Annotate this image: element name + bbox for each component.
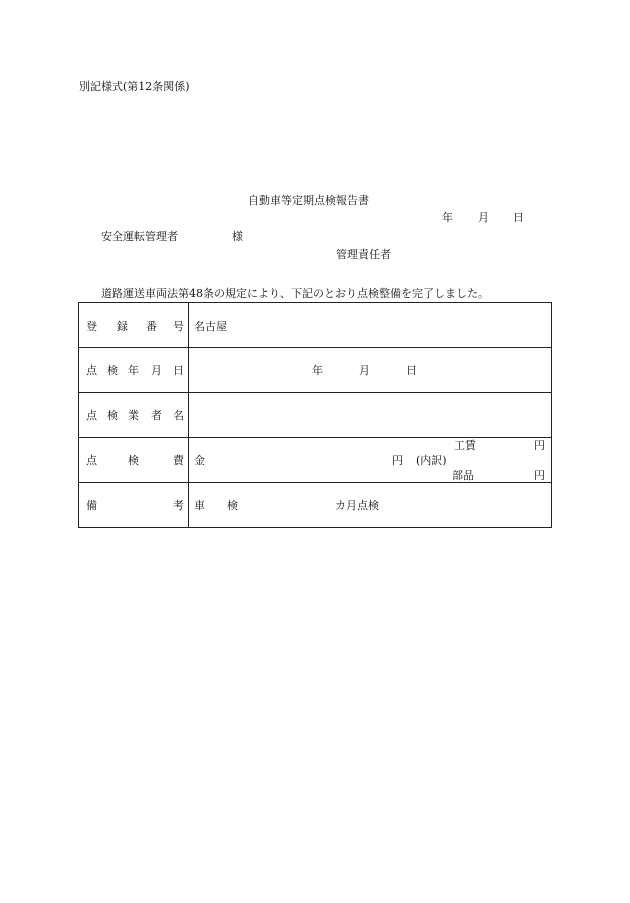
- parts-label: 部品: [452, 469, 474, 482]
- registration-value-cell[interactable]: [189, 303, 551, 347]
- cost-breakdown-label: (内訳): [416, 454, 447, 467]
- inspection-date-label: 点 検 年 月 日: [79, 348, 189, 392]
- table-row-remarks: [79, 483, 551, 527]
- date-month: 月: [478, 211, 489, 224]
- table-row-inspector: [79, 393, 551, 438]
- completion-statement: 道路運送車両法第48条の規定により、下記のとおり点検整備を完了しました。: [101, 287, 489, 300]
- honorific: 様: [232, 230, 243, 243]
- inspection-date-value-cell[interactable]: [189, 348, 551, 392]
- inspection-year: 年: [312, 364, 323, 377]
- table-row-cost: [79, 438, 551, 483]
- reporter-label: 管理責任者: [336, 248, 391, 261]
- inspection-day: 日: [406, 364, 417, 377]
- registration-label: 登 録 番 号: [79, 303, 189, 347]
- cost-label: 点 検 費: [79, 438, 189, 482]
- labor-currency: 円: [534, 439, 545, 452]
- date-year: 年: [442, 211, 453, 224]
- inspection-month: 月: [359, 364, 370, 377]
- labor-label: 工賃: [454, 439, 476, 452]
- addressee-label: 安全運転管理者: [101, 230, 178, 243]
- document-title: 自動車等定期点検報告書: [248, 194, 369, 207]
- remarks-option-vehicle-inspection: 車 検: [194, 499, 238, 512]
- inspector-value-cell[interactable]: [189, 393, 551, 437]
- table-row-inspection-date: [79, 348, 551, 393]
- parts-currency: 円: [534, 469, 545, 482]
- remarks-option-monthly-inspection: カ月点検: [335, 499, 379, 512]
- inspector-label: 点 検 業 者 名: [79, 393, 189, 437]
- table-row-registration: [79, 303, 551, 348]
- cost-value-cell[interactable]: [189, 438, 551, 482]
- form-reference: 別記様式(第12条関係): [79, 80, 190, 93]
- cost-prefix: 金: [194, 454, 205, 467]
- registration-value: 名古屋: [194, 320, 227, 333]
- date-day: 日: [513, 211, 524, 224]
- remarks-value-cell[interactable]: [189, 483, 551, 527]
- remarks-label: 備 考: [79, 483, 189, 527]
- inspection-report-table: [78, 302, 552, 528]
- cost-currency: 円: [392, 454, 403, 467]
